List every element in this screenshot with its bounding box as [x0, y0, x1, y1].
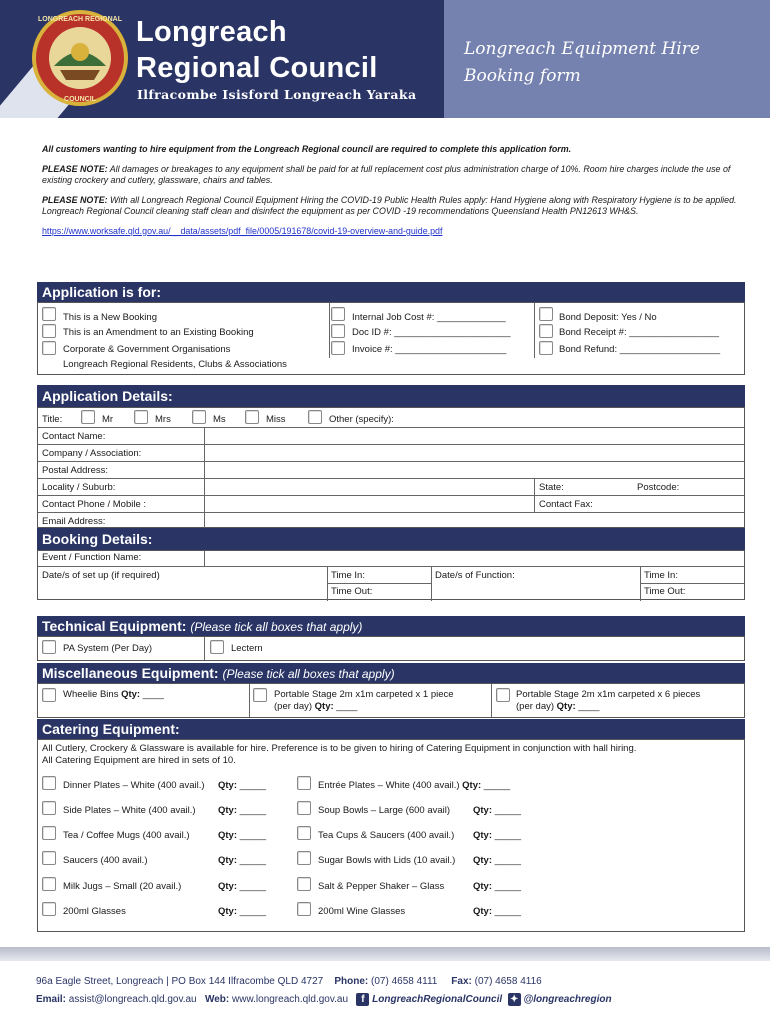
item-label: Wheelie Bins	[63, 689, 122, 700]
catering-item-label: Salt & Pepper Shaker – Glass	[318, 881, 445, 892]
section-note: (Please tick all boxes that apply)	[222, 667, 395, 681]
company-label: Company / Association:	[42, 448, 142, 459]
form-title-line2: Booking form	[464, 66, 581, 86]
qty-label: Qty:	[218, 805, 237, 816]
internal-job-checkbox[interactable]	[331, 307, 345, 321]
footer-online-line	[36, 993, 612, 1006]
council-seal-logo	[30, 8, 130, 108]
catering-qty-field[interactable]	[473, 906, 521, 917]
phone-label: Contact Phone / Mobile :	[42, 499, 147, 510]
covid-note	[42, 195, 742, 217]
qty-blank: _____	[492, 830, 522, 841]
qty-label: Qty:	[218, 881, 237, 892]
catering-qty-field[interactable]	[218, 881, 266, 892]
catering-item-label: Milk Jugs – Small (20 avail.)	[63, 881, 182, 892]
catering-qty-field[interactable]	[473, 881, 521, 892]
qty-label: Qty:	[473, 830, 492, 841]
bond-refund-field[interactable]: Bond Refund: ___________________	[559, 344, 721, 355]
locality-label: Locality / Suburb:	[42, 482, 116, 493]
footer-phone: (07) 4658 4111	[368, 976, 438, 987]
stage-6-pieces-checkbox[interactable]	[496, 688, 510, 702]
row-line	[38, 427, 744, 428]
qty-blank: ____	[333, 701, 358, 712]
item-label: (per day)	[516, 701, 557, 712]
stage-6-qty-field[interactable]	[516, 701, 599, 712]
time-out-label: Time Out:	[644, 586, 686, 597]
label-divider	[204, 427, 205, 529]
intro-notes	[42, 144, 742, 246]
option-label: This is a New Booking	[63, 312, 157, 323]
saucers-checkbox[interactable]	[42, 851, 56, 865]
intro-paragraph: All customers wanting to hire equipment from the Longreach Regional council are required to complete this application form.	[42, 144, 572, 154]
facebook-handle[interactable]: LongreachRegionalCouncil	[372, 994, 503, 1006]
stage-1-qty-field[interactable]	[274, 701, 357, 712]
postcode-label: Postcode:	[637, 482, 680, 493]
qty-label: Qty:	[556, 701, 576, 712]
section-header-misc	[37, 663, 745, 683]
qty-blank: _____	[237, 881, 267, 892]
bond-receipt-field[interactable]: Bond Receipt #: _________________	[559, 327, 720, 338]
row-line	[327, 583, 431, 584]
title-mr-checkbox[interactable]	[81, 410, 95, 424]
milk-jugs-checkbox[interactable]	[42, 877, 56, 891]
section-title: Technical Equipment:	[42, 618, 187, 634]
section-header-application-details: Application Details:	[37, 385, 745, 407]
qty-label: Qty:	[462, 780, 482, 791]
function-dates-label: Date/s of Function:	[435, 570, 515, 581]
time-in-label: Time In:	[331, 570, 365, 581]
catering-note: All Cutlery, Crockery & Glassware is available for hire. Preference is to be given to hiring of Catering Equipment in conjunction with hall hiring.	[42, 743, 637, 754]
qty-blank: _____	[492, 881, 522, 892]
covid-guide-link[interactable]: https://www.worksafe.qld.gov.au/__data/assets/pdf_file/0005/191678/covid-19-overview-and-guide.pdf	[42, 226, 443, 236]
qty-blank: _____	[237, 855, 267, 866]
option-label: Longreach Regional Residents, Clubs & Associations	[63, 359, 287, 370]
bond-refund-checkbox[interactable]	[539, 341, 553, 355]
option-label: Corporate & Government Organisations	[63, 344, 231, 355]
qty-blank: _____	[492, 855, 522, 866]
row-line	[38, 566, 744, 567]
equipment-label: PA System (Per Day)	[63, 643, 153, 654]
footer-address: 96a Eagle Street, Longreach | PO Box 144 Ilfracombe QLD 4727	[36, 976, 324, 987]
email-label: Email:	[36, 994, 67, 1006]
qty-label: Qty:	[121, 689, 141, 700]
doc-id-checkbox[interactable]	[331, 324, 345, 338]
event-label: Event / Function Name:	[42, 552, 142, 563]
col-divider	[534, 478, 535, 512]
catering-qty-field[interactable]	[473, 830, 521, 841]
fax-label: Fax:	[451, 976, 472, 987]
catering-note: All Catering Equipment are hired in sets of 10.	[42, 755, 236, 766]
seal-text-top: LONGREACH REGIONAL	[38, 16, 122, 23]
title-option: Miss	[266, 414, 286, 425]
title-ms-checkbox[interactable]	[192, 410, 206, 424]
twitter-handle[interactable]: @longreachregion	[523, 994, 612, 1006]
salt-pepper-checkbox[interactable]	[297, 877, 311, 891]
catering-item-label: 200ml Wine Glasses	[318, 906, 406, 917]
catering-item-label: Tea / Coffee Mugs (400 avail.)	[63, 830, 190, 841]
entree-plates-checkbox[interactable]	[297, 776, 311, 790]
qty-label: Qty:	[473, 881, 492, 892]
title-option: Mrs	[155, 414, 171, 425]
title-option: Mr	[102, 414, 114, 425]
section-title: Miscellaneous Equipment:	[42, 665, 219, 681]
web-label: Web:	[204, 994, 230, 1006]
stage-1-piece-checkbox[interactable]	[253, 688, 267, 702]
catering-qty-field[interactable]	[473, 805, 521, 816]
seal-text-bottom: COUNCIL	[64, 96, 96, 103]
note-label: PLEASE NOTE:	[42, 164, 108, 174]
invoice-checkbox[interactable]	[331, 341, 345, 355]
qty-blank: ____	[140, 689, 164, 700]
postal-label: Postal Address:	[42, 465, 109, 476]
catering-qty-field[interactable]	[218, 805, 266, 816]
catering-item-label: Tea Cups & Saucers (400 avail.)	[318, 830, 455, 841]
form-title-line1: Longreach Equipment Hire	[464, 39, 700, 59]
section-note: (Please tick all boxes that apply)	[190, 620, 363, 634]
qty-label: Qty:	[473, 855, 492, 866]
qty-label: Qty:	[218, 830, 237, 841]
side-plates-checkbox[interactable]	[42, 801, 56, 815]
catering-item-label	[318, 780, 510, 791]
invoice-field[interactable]: Invoice #: _____________________	[352, 344, 507, 355]
footer-band	[0, 947, 770, 961]
form-title	[464, 36, 764, 90]
col-divider	[640, 566, 641, 601]
doc-id-field[interactable]: Doc ID #: ______________________	[352, 327, 511, 338]
row-line	[38, 495, 744, 496]
form-title-panel	[444, 0, 770, 118]
bond-deposit-checkbox[interactable]	[539, 307, 553, 321]
title-other-checkbox[interactable]	[308, 410, 322, 424]
qty-label: Qty:	[314, 701, 334, 712]
soup-bowls-checkbox[interactable]	[297, 801, 311, 815]
note-text: All damages or breakages to any equipment shall be paid for at full replacement cost plus administration charge of 10%. Room hire charges include the use of existing crockery and cutlery, glassware, chairs and tables.	[42, 164, 731, 185]
catering-item-label: Dinner Plates – White (400 avail.)	[63, 780, 205, 791]
org-name-line1: Longreach	[136, 16, 287, 48]
catering-qty-field[interactable]	[218, 906, 266, 917]
catering-qty-field[interactable]	[473, 855, 521, 866]
lectern-checkbox[interactable]	[210, 640, 224, 654]
state-label: State:	[539, 482, 564, 493]
col-divider	[491, 684, 492, 717]
col-divider	[249, 684, 250, 717]
facebook-icon: f	[356, 993, 369, 1006]
time-in-label: Time In:	[644, 570, 678, 581]
bond-receipt-checkbox[interactable]	[539, 324, 553, 338]
tea-cups-checkbox[interactable]	[297, 826, 311, 840]
col-divider	[204, 637, 205, 660]
qty-blank: _____	[237, 830, 267, 841]
footer-contact-line	[36, 976, 542, 987]
catering-item-label: Soup Bowls – Large (600 avail)	[318, 805, 451, 816]
title-option: Ms	[213, 414, 226, 425]
org-name-line2: Regional Council	[136, 52, 378, 84]
wheelie-bins-checkbox[interactable]	[42, 688, 56, 702]
title-option: Other (specify):	[329, 414, 394, 425]
divider	[329, 303, 330, 358]
twitter-icon: ✦	[508, 993, 521, 1006]
qty-blank: _____	[237, 780, 267, 791]
title-label: Title:	[42, 414, 63, 425]
sugar-bowls-checkbox[interactable]	[297, 851, 311, 865]
footer-email[interactable]: assist@longreach.qld.gov.au	[66, 994, 197, 1006]
note-label: PLEASE NOTE:	[42, 195, 108, 205]
new-booking-checkbox[interactable]	[42, 307, 56, 321]
footer-web[interactable]: www.longreach.qld.gov.au	[229, 994, 349, 1006]
glasses-checkbox[interactable]	[42, 902, 56, 916]
row-line	[38, 461, 744, 462]
equipment-label: Lectern	[231, 643, 263, 654]
setup-dates-label: Date/s of set up (if required)	[42, 570, 160, 581]
qty-label: Qty:	[218, 906, 237, 917]
stage-6-label: Portable Stage 2m x1m carpeted x 6 pieces	[516, 689, 701, 700]
towns-list: Ilfracombe Isisford Longreach Yaraka	[137, 87, 417, 102]
qty-blank[interactable]: _____	[481, 780, 511, 791]
col-divider	[431, 566, 432, 601]
catering-qty-field[interactable]	[218, 830, 266, 841]
damage-note	[42, 164, 742, 186]
catering-item-label: 200ml Glasses	[63, 906, 126, 917]
amendment-checkbox[interactable]	[42, 324, 56, 338]
stage-1-label: Portable Stage 2m x1m carpeted x 1 piece	[274, 689, 454, 700]
section-header-application-for: Application is for:	[37, 282, 745, 302]
council-banner	[0, 0, 444, 118]
page-header	[0, 0, 770, 118]
section-header-technical	[37, 616, 745, 636]
catering-item-label: Saucers (400 avail.)	[63, 855, 148, 866]
qty-label: Qty:	[473, 906, 492, 917]
corporate-checkbox[interactable]	[42, 341, 56, 355]
title-mrs-checkbox[interactable]	[134, 410, 148, 424]
phone-label: Phone:	[334, 976, 369, 987]
section-header-catering: Catering Equipment:	[37, 719, 745, 739]
catering-item-label: Side Plates – White (400 avail.)	[63, 805, 196, 816]
catering-qty-field[interactable]	[218, 855, 266, 866]
qty-label: Qty:	[218, 780, 237, 791]
catering-item-label: Sugar Bowls with Lids (10 avail.)	[318, 855, 456, 866]
catering-item-text: Entrée Plates – White (400 avail.)	[318, 780, 460, 791]
divider	[534, 303, 535, 358]
catering-qty-field[interactable]	[218, 780, 266, 791]
row-line	[38, 512, 744, 513]
qty-blank: _____	[492, 906, 522, 917]
time-out-label: Time Out:	[331, 586, 373, 597]
dinner-plates-checkbox[interactable]	[42, 776, 56, 790]
title-miss-checkbox[interactable]	[245, 410, 259, 424]
wine-glasses-checkbox[interactable]	[297, 902, 311, 916]
item-label: (per day)	[274, 701, 315, 712]
email-label: Email Address:	[42, 516, 106, 527]
qty-label: Qty:	[473, 805, 492, 816]
contact-name-label: Contact Name:	[42, 431, 106, 442]
row-line	[38, 444, 744, 445]
qty-blank: _____	[237, 906, 267, 917]
wheelie-bins-field[interactable]	[63, 689, 164, 700]
pa-system-checkbox[interactable]	[42, 640, 56, 654]
row-line	[38, 478, 744, 479]
footer-fax: (07) 4658 4116	[471, 976, 542, 987]
option-label: This is an Amendment to an Existing Booking	[63, 327, 254, 338]
internal-job-field[interactable]: Internal Job Cost #: _____________	[352, 312, 506, 323]
bond-deposit-field[interactable]: Bond Deposit: Yes / No	[559, 312, 657, 323]
qty-blank: _____	[237, 805, 267, 816]
col-divider	[204, 551, 205, 566]
note-text: With all Longreach Regional Council Equipment Hiring the COVID-19 Public Health Rules apply: Hand Hygiene along with Respiratory Hygiene is to be applied. Longreach Regional Council cleaning staff clean and disinfect the equipment as per COVID -19 recommendations Queensland Health PN12613 WH&S.	[42, 195, 737, 216]
qty-label: Qty:	[218, 855, 237, 866]
qty-blank: ____	[575, 701, 600, 712]
mugs-checkbox[interactable]	[42, 826, 56, 840]
section-header-booking-details: Booking Details:	[37, 528, 745, 550]
qty-blank: _____	[492, 805, 522, 816]
fax-label: Contact Fax:	[539, 499, 593, 510]
row-line	[640, 583, 744, 584]
col-divider	[327, 566, 328, 601]
